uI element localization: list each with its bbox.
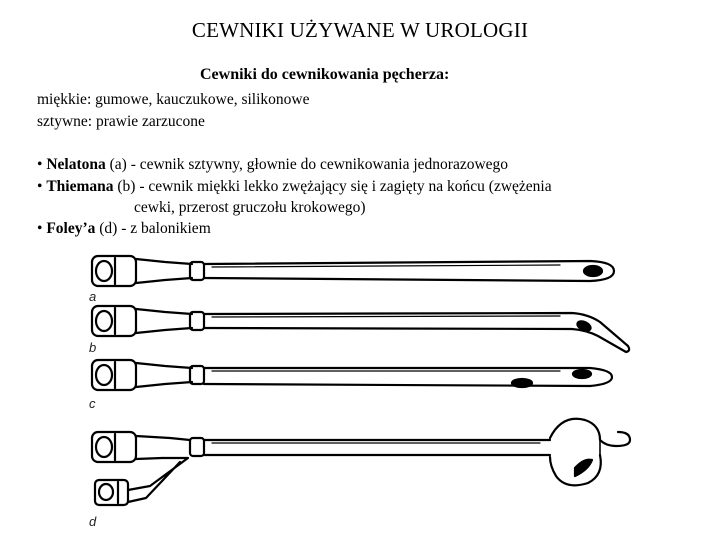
figure-letter: (a) bbox=[105, 156, 127, 173]
figure-label-c: c bbox=[89, 396, 96, 411]
catheter-description: - z balonikiem bbox=[117, 220, 211, 237]
figure-label-b: b bbox=[89, 340, 97, 355]
figure-label-d: d bbox=[89, 514, 97, 529]
catheter-b bbox=[92, 306, 629, 352]
figure-letter: (d) bbox=[95, 220, 118, 237]
catheter-d bbox=[92, 419, 630, 505]
catheter-name: Foley’a bbox=[46, 220, 96, 237]
catheter-name: Thiemana bbox=[46, 178, 114, 195]
figure-letter: (b) bbox=[113, 178, 136, 195]
rigid-description: : prawie zarzucone bbox=[87, 113, 205, 130]
bullet-thieman-continuation: cewki, przerost gruczołu krokowego) bbox=[134, 199, 366, 216]
soft-description: : gumowe, kauczukowe, silikonowe bbox=[86, 91, 310, 108]
bullet-mark: • bbox=[37, 220, 47, 237]
catheter-name: Nelatona bbox=[46, 156, 106, 173]
soft-term: miękkie bbox=[37, 91, 87, 108]
rigid-term: sztywne bbox=[37, 113, 88, 130]
section-subtitle: Cewniki do cewnikowania pęcherza: bbox=[200, 66, 450, 83]
bullet-mark: • bbox=[37, 178, 47, 195]
page-title: CEWNIKI UŻYWANE W UROLOGII bbox=[191, 18, 529, 42]
figure-label-a: a bbox=[89, 289, 97, 304]
catheter-a bbox=[92, 256, 614, 286]
catheter-description: - cewnik sztywny, głownie do cewnikowania jednorazowego bbox=[126, 156, 509, 173]
catheter-c bbox=[92, 360, 612, 390]
bullet-mark: • bbox=[37, 156, 47, 173]
catheter-description: - cewnik miękki lekko zwężający się i zagięty na końcu (zwężenia bbox=[135, 178, 552, 195]
